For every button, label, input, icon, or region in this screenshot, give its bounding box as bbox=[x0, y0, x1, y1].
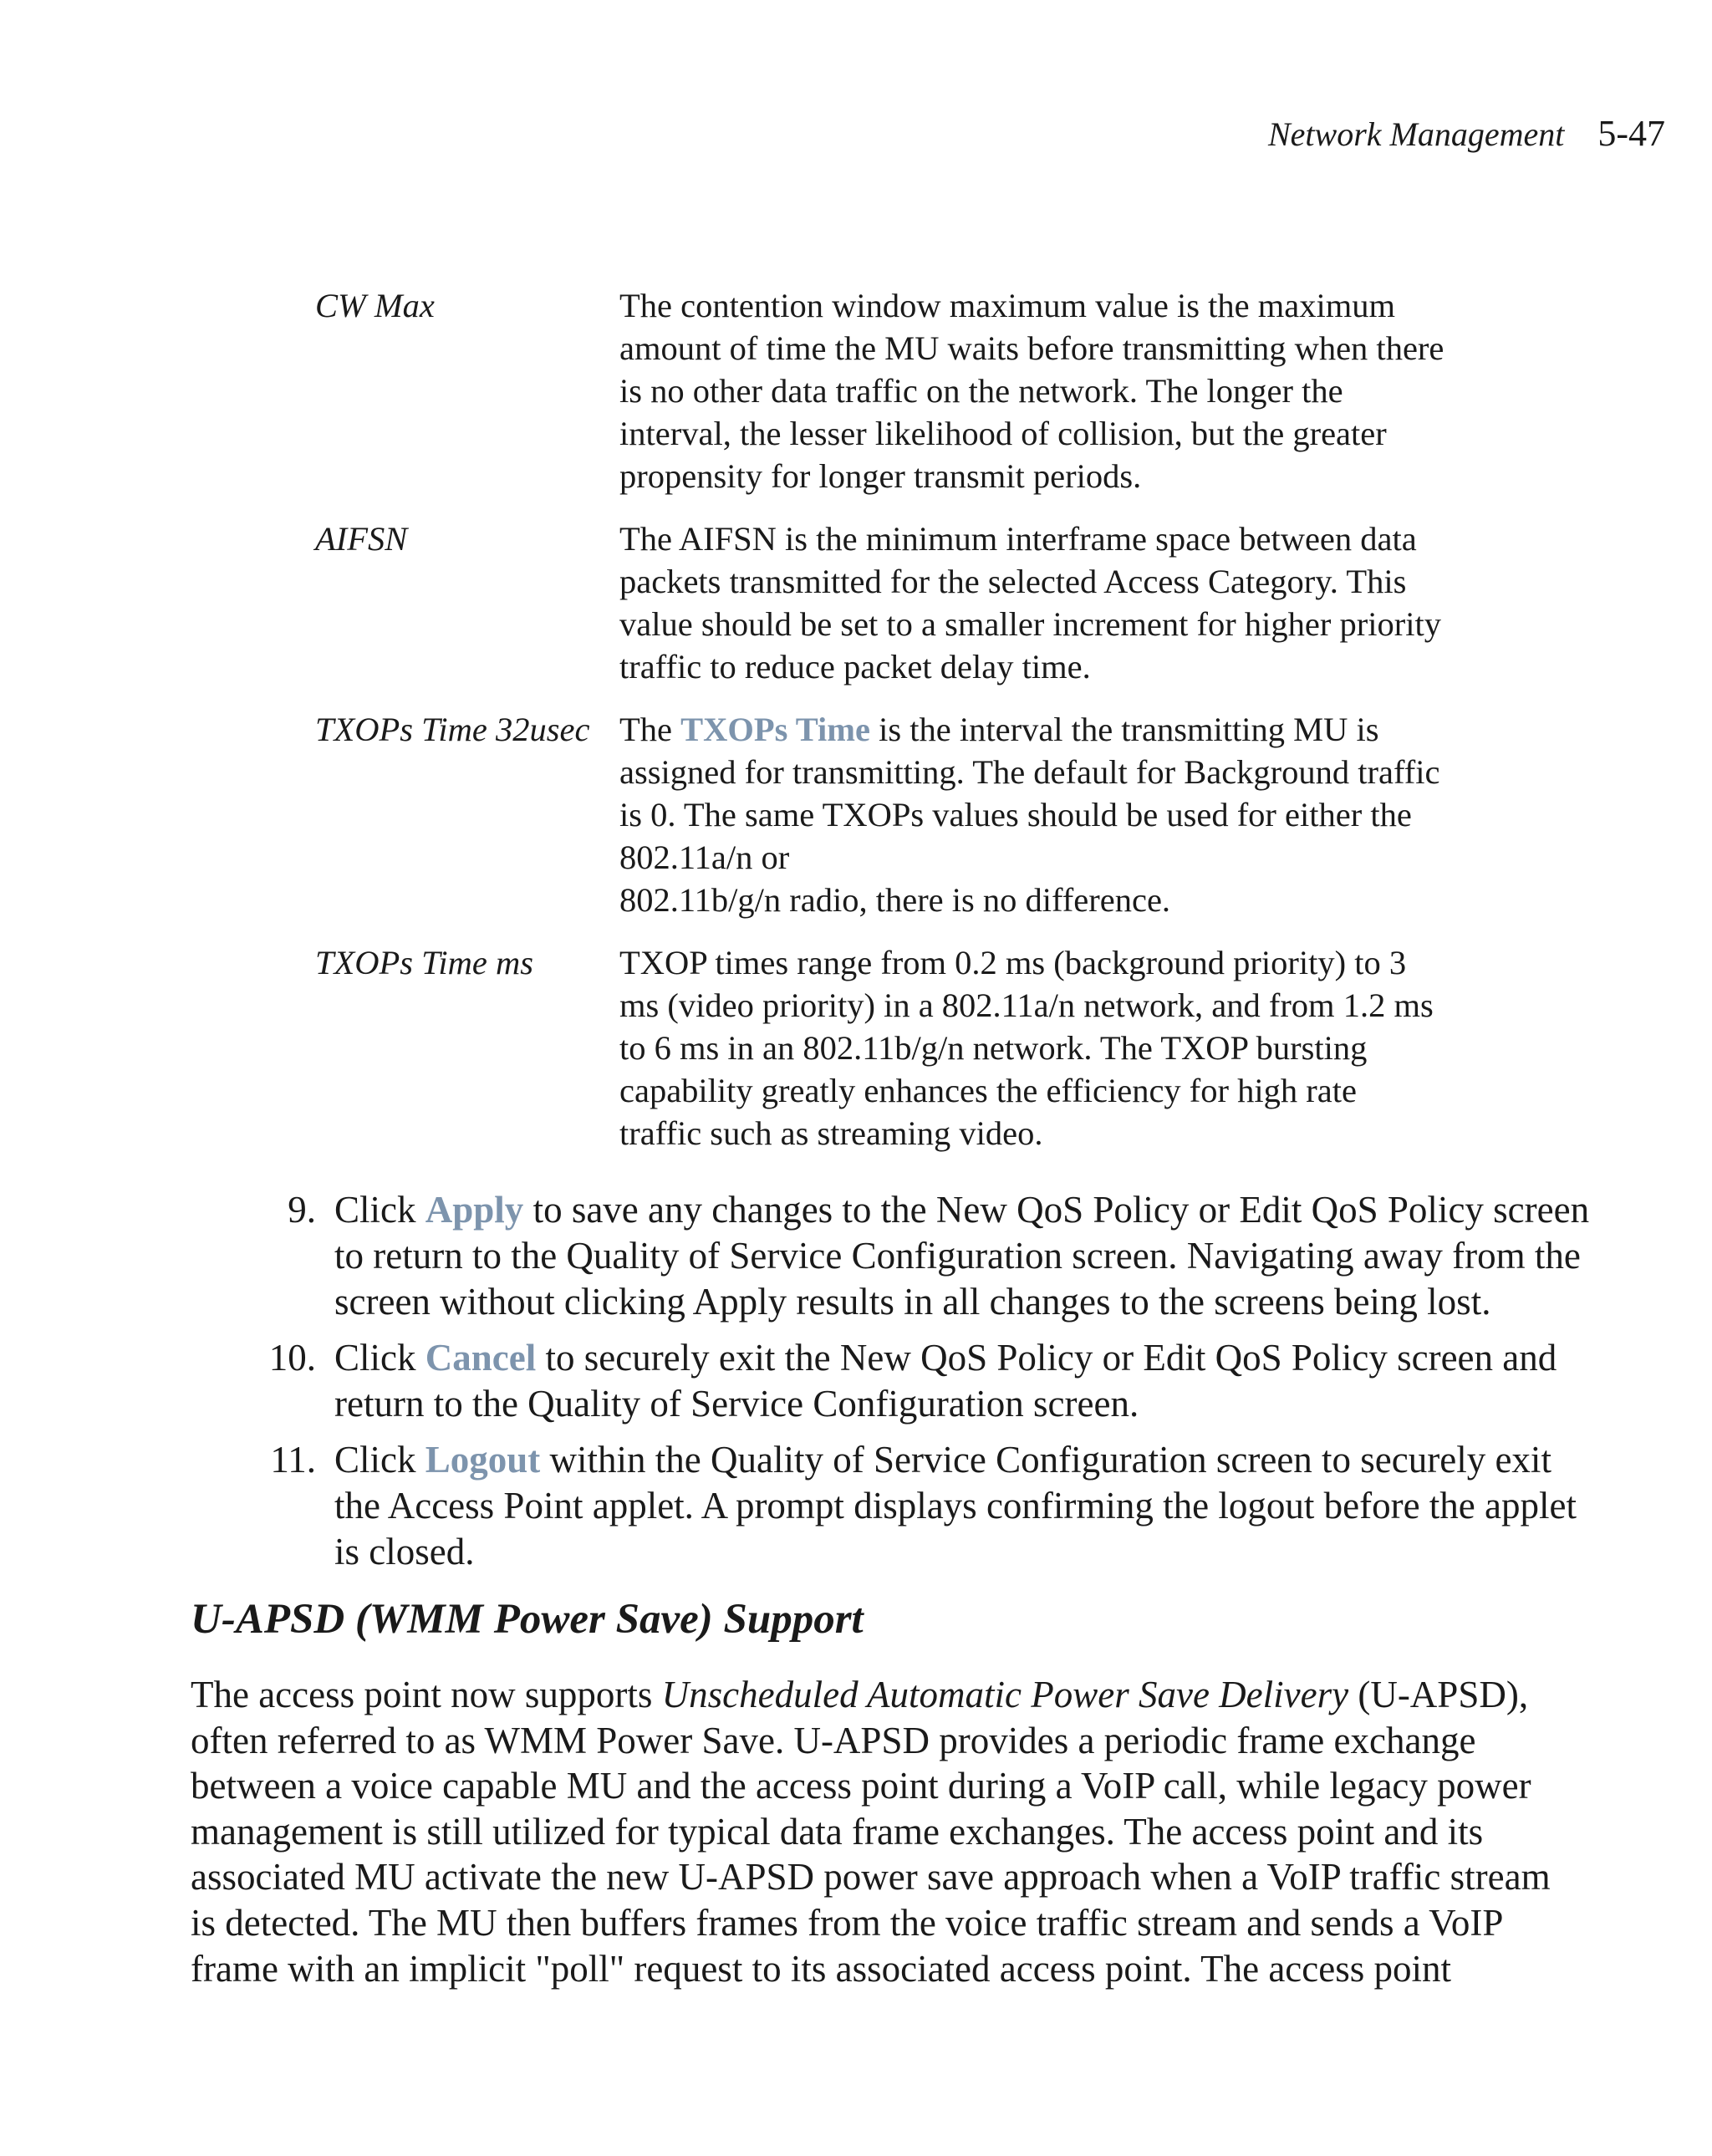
step-body bbox=[316, 1187, 1589, 1325]
description-line: is 0. The same TXOPs values should be used for either the bbox=[619, 796, 1412, 833]
text-fragment: to save any changes to the New QoS Policy or Edit QoS Policy screen bbox=[523, 1189, 1590, 1231]
description-line: capability greatly enhances the efficiency for high rate bbox=[619, 1072, 1357, 1109]
definition-description bbox=[619, 941, 1455, 1154]
step-line bbox=[334, 1335, 1557, 1381]
step-line: is closed. bbox=[334, 1531, 475, 1572]
description-line: is no other data traffic on the network. The longer the bbox=[619, 372, 1343, 410]
step-apply bbox=[251, 1187, 1588, 1325]
paragraph-line: frame with an implicit "poll" request to its associated access point. The access point bbox=[191, 1947, 1452, 1990]
text-fragment: Click bbox=[334, 1337, 425, 1379]
description-line: traffic such as streaming video. bbox=[619, 1114, 1043, 1152]
text-fragment: The access point now supports bbox=[191, 1674, 662, 1715]
step-number bbox=[251, 1437, 316, 1575]
description-line: 802.11a/n or bbox=[619, 838, 790, 876]
step-line: to return to the Quality of Service Configuration screen. Navigating away from the bbox=[334, 1235, 1581, 1277]
description-line: ms (video priority) in a 802.11a/n network, and from 1.2 ms bbox=[619, 986, 1434, 1024]
step-number bbox=[251, 1335, 316, 1427]
definition-description bbox=[619, 284, 1455, 497]
paragraph-line: between a voice capable MU and the access point during a VoIP call, while legacy power bbox=[191, 1765, 1531, 1807]
header-page-number: 5-47 bbox=[1597, 113, 1665, 154]
definition-description bbox=[619, 517, 1455, 688]
step-line: return to the Quality of Service Configuration screen. bbox=[334, 1383, 1139, 1425]
paragraph-line: management is still utilized for typical data frame exchanges. The access point and its bbox=[191, 1810, 1484, 1853]
step-number bbox=[251, 1187, 316, 1325]
text-fragment: The bbox=[619, 711, 681, 748]
definition-term: AIFSN bbox=[315, 520, 408, 558]
definition-term: TXOPs Time ms bbox=[315, 944, 534, 981]
step-number-text: 9. bbox=[288, 1189, 316, 1231]
definition-row-txops-time-32usec bbox=[315, 708, 1469, 921]
text-fragment: Click bbox=[334, 1439, 425, 1481]
parameter-definition-list bbox=[315, 284, 1469, 1175]
step-body bbox=[316, 1335, 1557, 1427]
description-line: assigned for transmitting. The default for Background traffic bbox=[619, 753, 1440, 791]
italic-term: Unscheduled Automatic Power Save Delivery bbox=[661, 1674, 1349, 1715]
step-line bbox=[334, 1437, 1577, 1483]
cancel-link[interactable]: Cancel bbox=[425, 1337, 537, 1379]
description-line: The contention window maximum value is the maximum bbox=[619, 287, 1395, 324]
description-line: 802.11b/g/n radio, there is no difference. bbox=[619, 881, 1171, 919]
description-line: packets transmitted for the selected Access Category. This bbox=[619, 563, 1407, 600]
paragraph-line: often referred to as WMM Power Save. U-APSD provides a periodic frame exchange bbox=[191, 1719, 1476, 1761]
txops-time-link[interactable]: TXOPs Time bbox=[680, 711, 870, 748]
step-body bbox=[316, 1437, 1577, 1575]
description-line: traffic to reduce packet delay time. bbox=[619, 648, 1091, 686]
text-fragment: (U-APSD), bbox=[1348, 1674, 1529, 1715]
step-line: screen without clicking Apply results in all changes to the screens being lost. bbox=[334, 1281, 1491, 1323]
section-heading: U-APSD (WMM Power Save) Support bbox=[191, 1596, 864, 1643]
step-number-text: 10. bbox=[268, 1337, 316, 1379]
running-header bbox=[1268, 112, 1665, 155]
text-fragment: is the interval the transmitting MU is bbox=[870, 711, 1379, 748]
logout-link[interactable]: Logout bbox=[425, 1439, 541, 1481]
paragraph-line bbox=[191, 1672, 1595, 1718]
definition-row-aifsn bbox=[315, 517, 1469, 688]
text-fragment: Click bbox=[334, 1189, 425, 1231]
step-number-text: 11. bbox=[270, 1439, 316, 1481]
description-line: TXOP times range from 0.2 ms (background priority) to 3 bbox=[619, 944, 1407, 981]
description-line bbox=[619, 708, 1455, 751]
paragraph-line: associated MU activate the new U-APSD power save approach when a VoIP traffic stream bbox=[191, 1856, 1551, 1899]
step-line bbox=[334, 1187, 1589, 1233]
text-fragment: within the Quality of Service Configuration screen to securely exit bbox=[540, 1439, 1552, 1481]
body-paragraph bbox=[191, 1672, 1595, 1991]
paragraph-line: is detected. The MU then buffers frames from the voice traffic stream and sends a VoIP bbox=[191, 1901, 1504, 1944]
description-line: interval, the lesser likelihood of collision, but the greater bbox=[619, 415, 1387, 452]
definition-term: CW Max bbox=[315, 287, 435, 324]
header-section-title: Network Management bbox=[1267, 115, 1565, 153]
definition-row-txops-time-ms bbox=[315, 941, 1469, 1154]
numbered-steps bbox=[251, 1187, 1588, 1585]
description-line: value should be set to a smaller increment for higher priority bbox=[619, 605, 1441, 643]
description-line: propensity for longer transmit periods. bbox=[619, 457, 1142, 495]
step-logout bbox=[251, 1437, 1588, 1575]
definition-term: TXOPs Time 32usec bbox=[315, 711, 590, 748]
definition-description bbox=[619, 708, 1455, 921]
description-line: amount of time the MU waits before transmitting when there bbox=[619, 329, 1444, 367]
description-line: The AIFSN is the minimum interframe space between data bbox=[619, 520, 1417, 558]
step-line: the Access Point applet. A prompt displays confirming the logout before the applet bbox=[334, 1485, 1577, 1527]
definition-row-cw-max bbox=[315, 284, 1469, 497]
description-line: to 6 ms in an 802.11b/g/n network. The TXOP bursting bbox=[619, 1029, 1368, 1067]
apply-link[interactable]: Apply bbox=[425, 1189, 524, 1231]
text-fragment: to securely exit the New QoS Policy or Edit QoS Policy screen and bbox=[536, 1337, 1557, 1379]
step-cancel bbox=[251, 1335, 1588, 1427]
